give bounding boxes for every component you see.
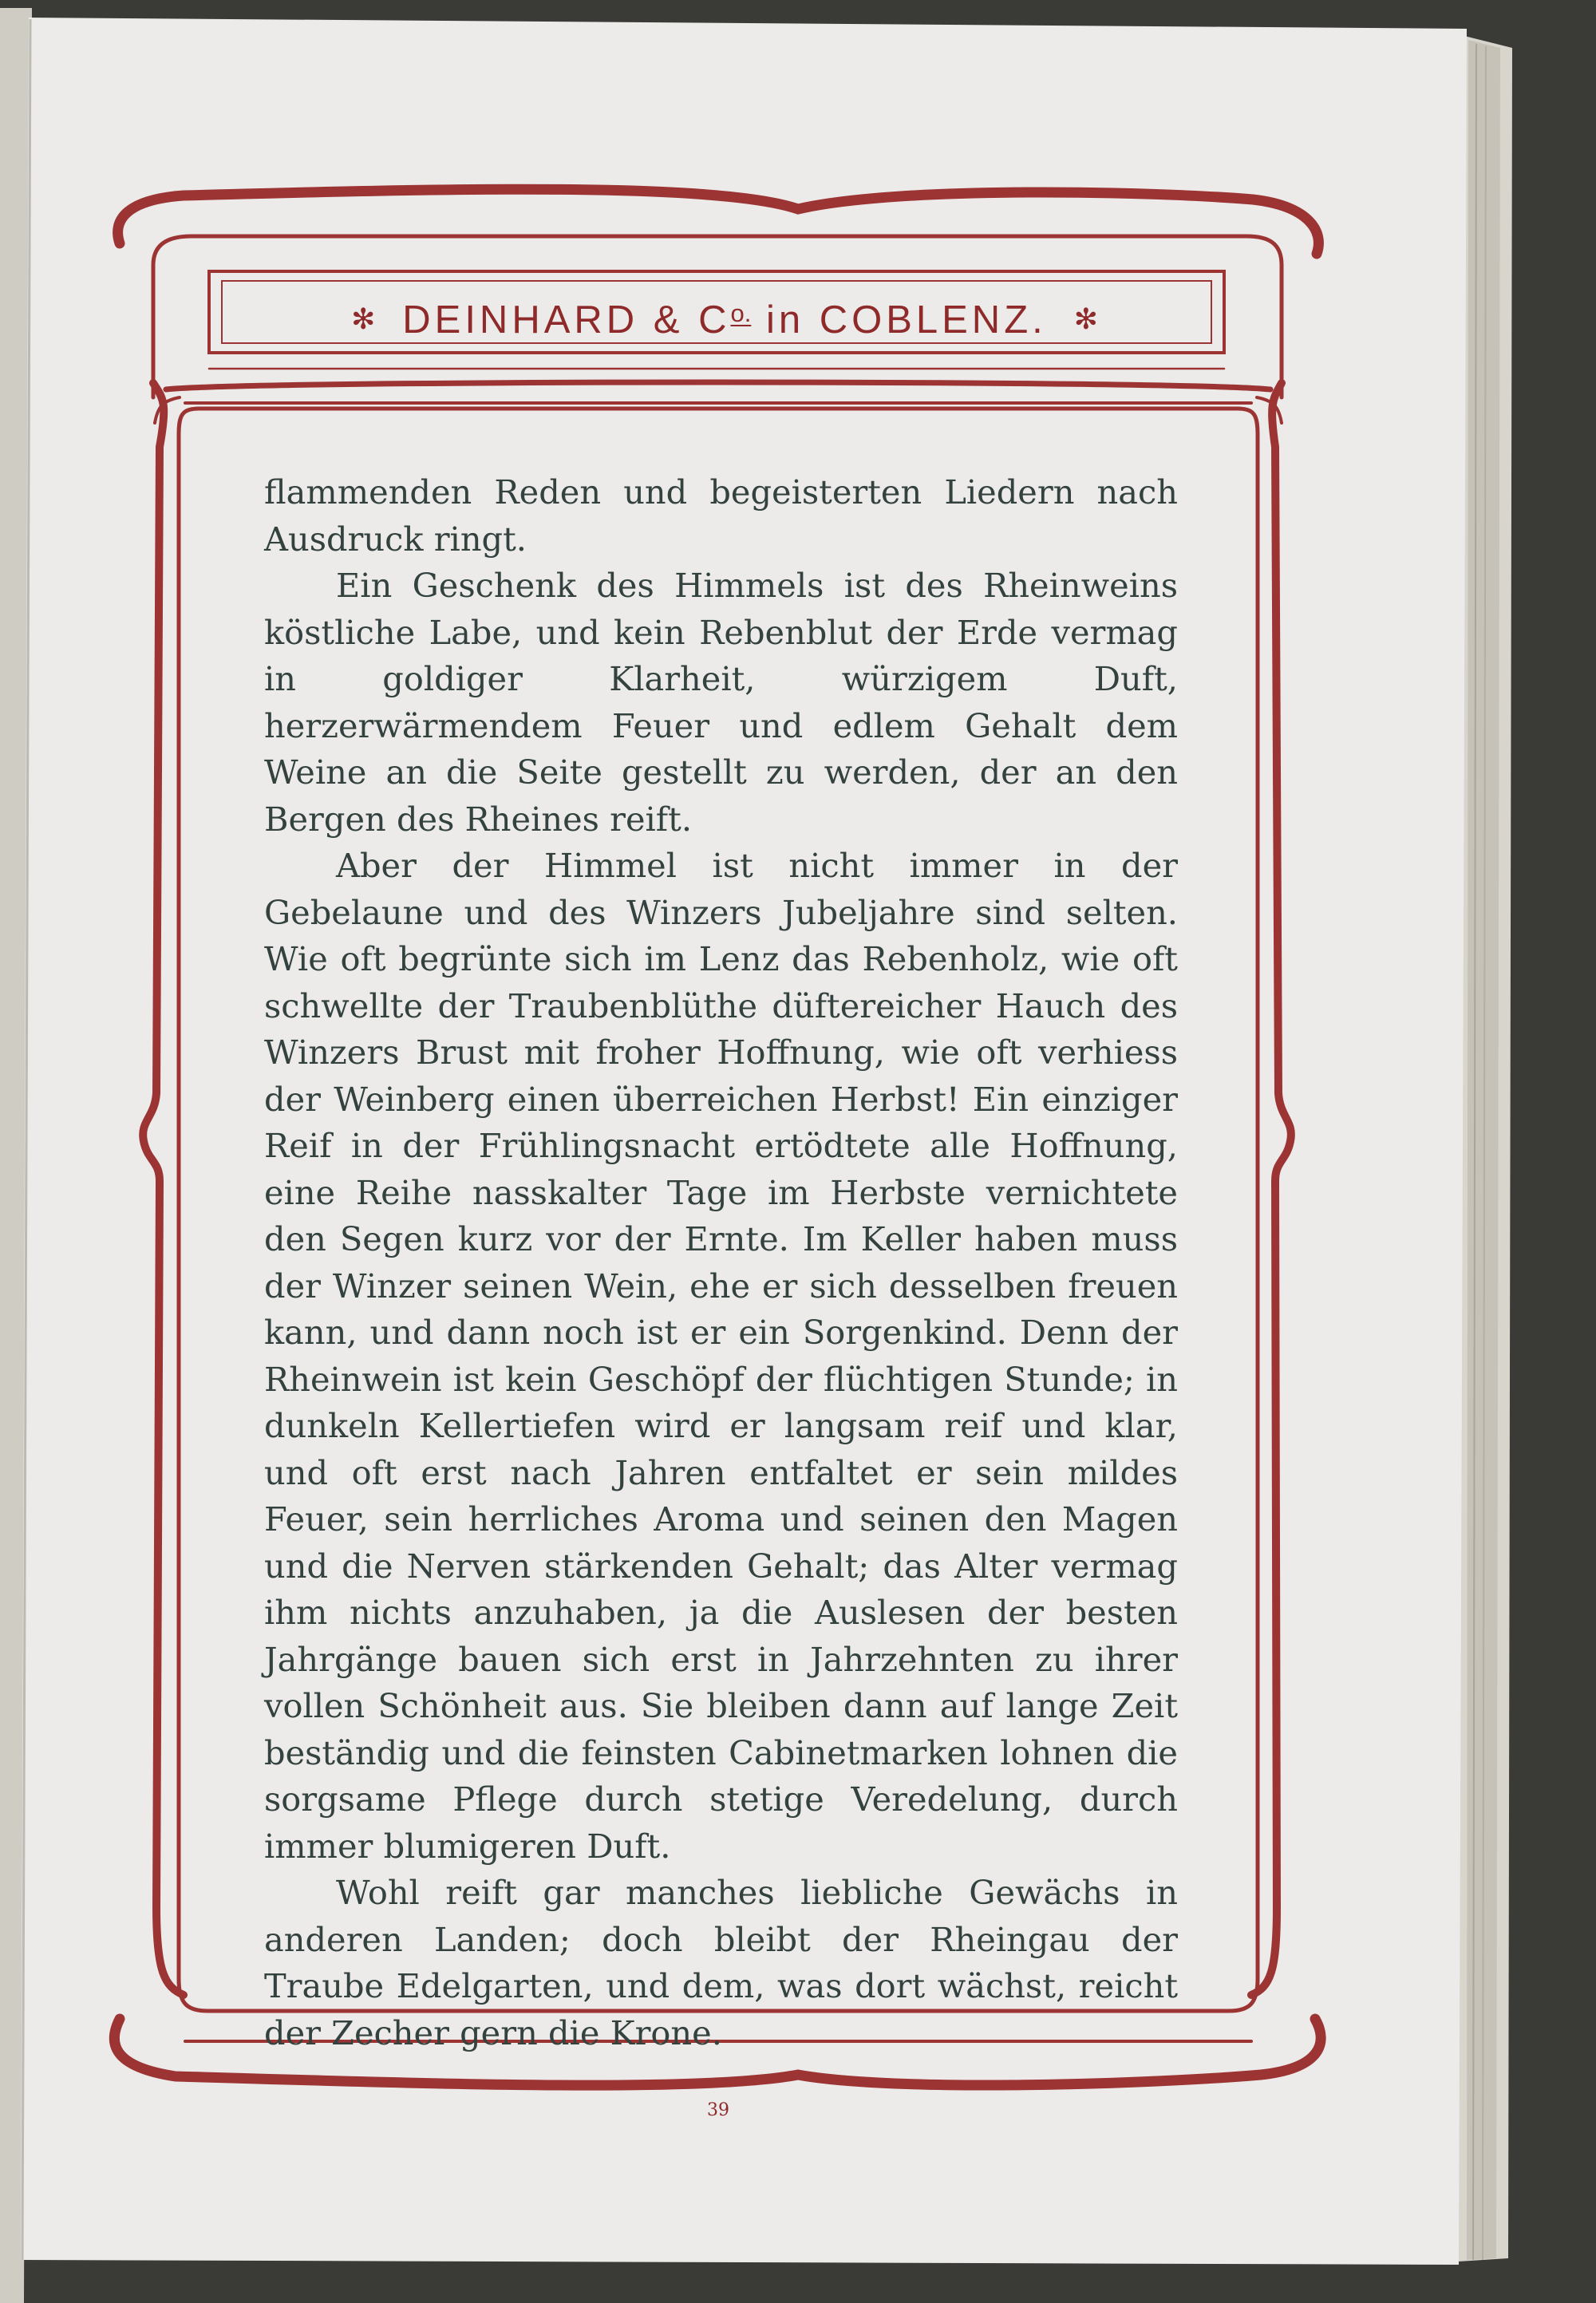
paragraph-continuation: flammenden Reden und begeisterten Liedern nach Ausdruck ringt. (264, 472, 1178, 559)
page-header (225, 271, 1224, 369)
star-ornament-right: ✻ (1073, 303, 1098, 336)
header-title (402, 298, 1047, 342)
paragraph-rheinwein-gift: Ein Geschenk des Himmels ist des Rheinweins köstliche Labe, und kein Rebenblut der Erde vermag in goldiger Klarheit, würzigem Duft, herzerwärmendem Feuer und edlem Gehalt dem Weine an die Seite gestellt zu werden, der an den Bergen des Rheines reift. (264, 566, 1178, 839)
header-title-superscript: o. (730, 298, 752, 327)
paragraph-harvest: Aber der Himmel ist nicht immer in der Gebelaune und des Winzers Jubeljahre sind selten. Wie oft begrünte sich im Lenz das Rebenholz, wie oft schwellte der Traubenblüthe düftereicher Hauch des Winzers Brust mit froher Hoffnung, wie oft verhiess der Weinberg einen überreichen Herbst! Ein einziger Reif in der Frühlingsnacht ertödtete alle Hoffnung, eine Reihe nasskalter Tage im Herbste vernichtete den Segen kurz vor der Ernte. Im Keller haben muss der Winzer seinen Wein, ehe er sich desselben freuen kann, und dann noch ist er ein Sorgenkind. Denn der Rheinwein ist kein Geschöpf der flüchtigen Stunde; in dunkeln Kellertiefen wird er langsam reif und klar, und oft erst nach Jahren entfaltet er sein mildes Feuer, sein herrliches Aroma und seinen den Magen und die Nerven stärkenden Gehalt; das Alter vermag ihm nichts anzuhaben, ja die Auslesen der besten Jahrgänge bauen sich erst in Jahrzehnten zu ihrer vollen Schönheit aus. Sie bleiben dann auf lange Zeit beständig und die feinsten Cabinetmarken lohnen die sorgsame Pflege durch stetige Veredelung, durch immer blumigeren Duft. (264, 846, 1178, 1866)
body-text (264, 469, 1178, 2056)
paragraph-rheingau: Wohl reift gar manches liebliche Gewächs in anderen Landen; doch bleibt der Rheingau der Traube Edelgarten, und dem, was dort wächst, reicht der Zecher gern die Krone. (264, 1873, 1178, 2052)
star-ornament-left: ✻ (351, 303, 376, 336)
header-title-city: in COBLENZ. (751, 298, 1047, 342)
header-title-main: DEINHARD & C (402, 298, 731, 342)
page-number: 39 (707, 2100, 729, 2120)
